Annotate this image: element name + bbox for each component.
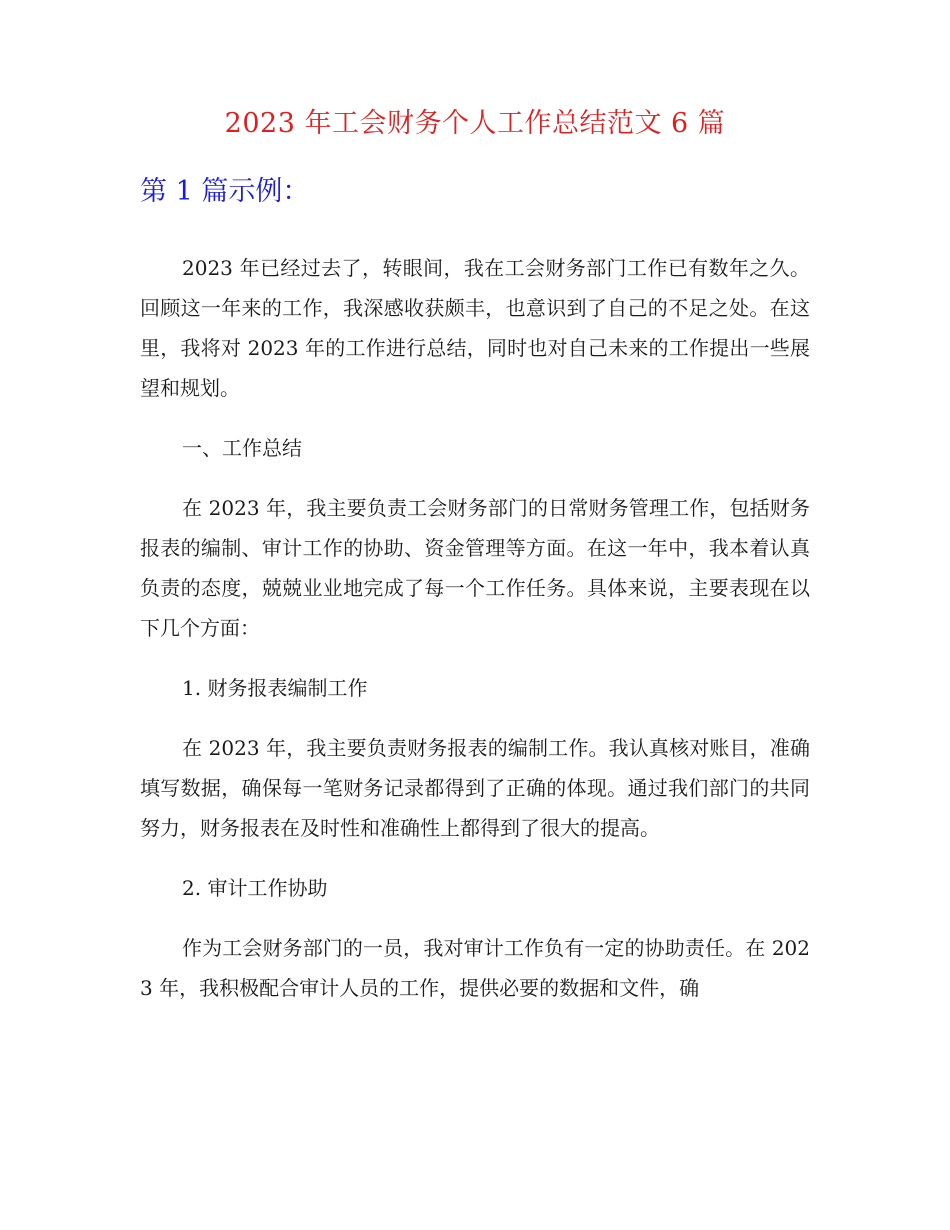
subheading-work-summary: 一、工作总结: [182, 436, 302, 460]
document-title: 2023 年工会财务个人工作总结范文 6 篇: [224, 108, 726, 139]
subheading-financial-reports: 1. 财务报表编制工作: [182, 676, 368, 700]
financial-reports-paragraph: 在 2023 年，我主要负责财务报表的编制工作。我认真核对账目，准确填写数据，确保每一笔财务记录都得到了正确的体现。通过我们部门的共同努力，财务报表在及时性和准确性上都得到了很大的提高。: [140, 736, 810, 840]
audit-assistance-paragraph: 作为工会财务部门的一员，我对审计工作负有一定的协助责任。在 2023 年，我积极配合审计人员的工作，提供必要的数据和文件，确: [140, 936, 810, 1000]
section-heading: 第 1 篇示例：: [140, 176, 310, 207]
subheading-audit-assistance: 2. 审计工作协助: [182, 876, 328, 900]
intro-paragraph: 2023 年已经过去了，转眼间，我在工会财务部门工作已有数年之久。回顾这一年来的工作，我深感收获颇丰，也意识到了自己的不足之处。在这里，我将对 2023 年的工作进行总结，同时也对自己未来的工作提出一些展望和规划。: [140, 256, 810, 400]
work-summary-paragraph: 在 2023 年，我主要负责工会财务部门的日常财务管理工作，包括财务报表的编制、审计工作的协助、资金管理等方面。在这一年中，我本着认真负责的态度，兢兢业业地完成了每一个工作任务。具体来说，主要表现在以下几个方面：: [140, 496, 810, 640]
